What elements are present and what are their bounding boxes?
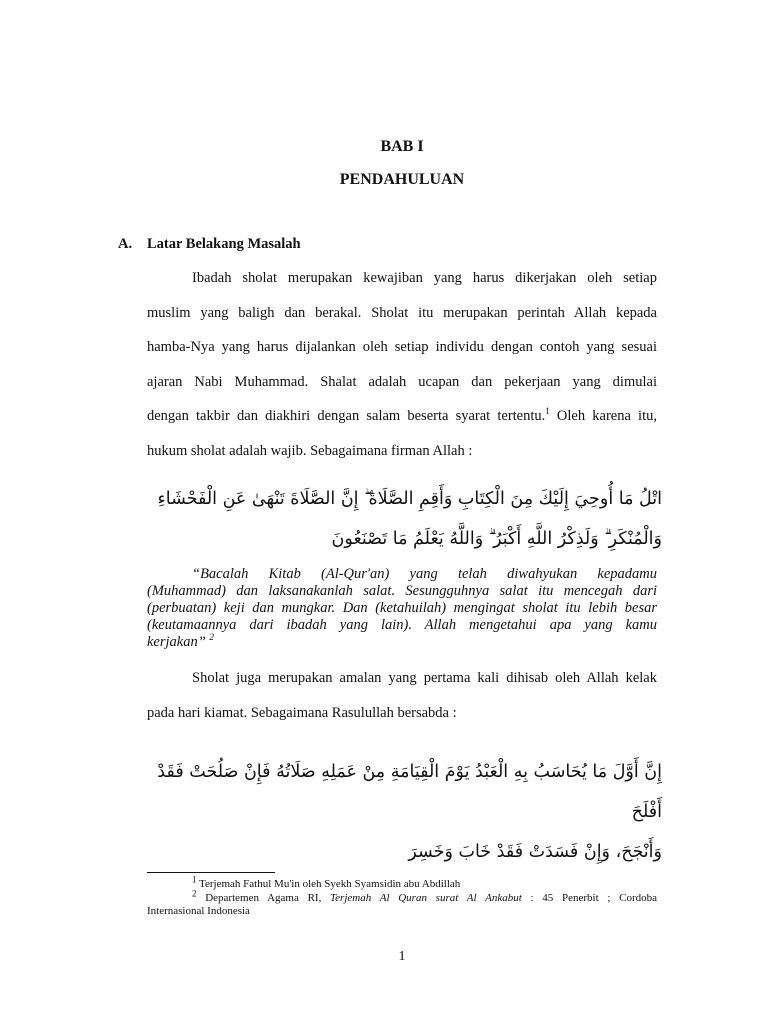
arabic-line: إِنَّ أَوَّلَ مَا يُحَاسَبُ بِهِ الْعَبْدُ يَوْمَ الْقِيَامَةِ مِنْ عَمَلِهِ صَلَاتُهُ فَإِنْ صَلُحَتْ فَقَدْ أَفْلَحَ	[157, 762, 662, 822]
footnote-number: 1	[192, 874, 197, 885]
arabic-line: اتْلُ مَا أُوحِيَ إِلَيْكَ مِنَ الْكِتَابِ وَأَقِمِ الصَّلَاةَ ۖ إِنَّ الصَّلَاةَ تَنْهَىٰ عَنِ الْفَحْشَاءِ	[157, 489, 662, 509]
footnote-text: Terjemah Fathul Mu'in oleh Syekh Syamsidin abu Abdillah	[196, 878, 461, 890]
verse-translation	[147, 566, 657, 651]
paragraph-line: pada hari kiamat. Sebagaimana Rasulullah bersabda :	[147, 704, 457, 721]
translation-line: (keutamaannya dari ibadah yang lain). Allah mengetahui apa yang kamu	[147, 617, 657, 633]
footnote-1	[147, 874, 657, 891]
footnote-ref: 1	[545, 406, 550, 417]
section-marker: A.	[118, 236, 133, 252]
arabic-line: وَالْمُنْكَرِ ۗ وَلَذِكْرُ اللَّهِ أَكْبَرُ ۗ وَاللَّهُ يَعْلَمُ مَا تَصْنَعُونَ	[331, 529, 662, 549]
footnote-title: Terjemah Al Quran surat Al Ankabut	[330, 892, 522, 904]
translation-line: (perbuatan) keji dan mungkar. Dan (ketahuilah) mengingat sholat itu lebih besar	[147, 600, 657, 616]
page-number: 1	[398, 949, 406, 964]
footnote-separator	[147, 872, 275, 873]
paragraph-line: hamba-Nya yang harus dijalankan oleh setiap individu dengan contoh yang sesuai	[147, 339, 657, 355]
line-text: dengan takbir dan diakhiri dengan salam beserta syarat tertentu.	[147, 408, 546, 424]
paragraph-intro	[147, 261, 657, 468]
hadith-text	[147, 752, 662, 872]
footnote-2	[147, 888, 658, 918]
line-text: Oleh karena itu,	[549, 408, 657, 424]
quran-verse	[147, 479, 662, 559]
chapter-title: PENDAHULUAN	[339, 171, 465, 188]
footnote-line	[147, 888, 658, 905]
footnote-text: : 45 Penerbit ; Cordoba	[521, 892, 658, 904]
paragraph-hadith-intro	[147, 661, 657, 730]
translation-line: (Muhammad) dan laksanakanlah salat. Sesungguhnya salat itu mencegah dari	[147, 583, 657, 599]
section-title: Latar Belakang Masalah	[147, 236, 301, 252]
footnote-line	[147, 874, 657, 891]
paragraph-line: Ibadah sholat merupakan kewajiban yang harus dikerjakan oleh setiap	[192, 270, 657, 286]
paragraph-line: ajaran Nabi Muhammad. Shalat adalah ucapan dan pekerjaan yang dimulai	[147, 373, 657, 390]
translation-line	[147, 634, 657, 651]
footnote-number: 2	[192, 888, 197, 899]
footnote-line: Internasional Indonesia	[147, 905, 250, 917]
paragraph-line: muslim yang baligh dan berakal. Sholat itu merupakan perintah Allah kepada	[147, 304, 657, 321]
arabic-line: وَأَنْجَحَ، وَإِنْ فَسَدَتْ فَقَدْ خَابَ وَخَسِرَ	[408, 842, 662, 862]
section-heading	[118, 236, 301, 253]
paragraph-line	[147, 399, 657, 434]
footnote-ref: 2	[209, 632, 214, 643]
paragraph-line: hukum sholat adalah wajib. Sebagaimana firman Allah :	[147, 442, 473, 459]
line-text: kerjakan”	[147, 634, 210, 650]
paragraph-line: Sholat juga merupakan amalan yang pertama kali dihisab oleh Allah kelak	[192, 670, 657, 686]
chapter-number: BAB I	[380, 138, 424, 155]
footnote-text: Departemen Agama RI,	[196, 892, 331, 904]
translation-line: “Bacalah Kitab (Al-Qur'an) yang telah diwahyukan kepadamu	[192, 566, 657, 582]
